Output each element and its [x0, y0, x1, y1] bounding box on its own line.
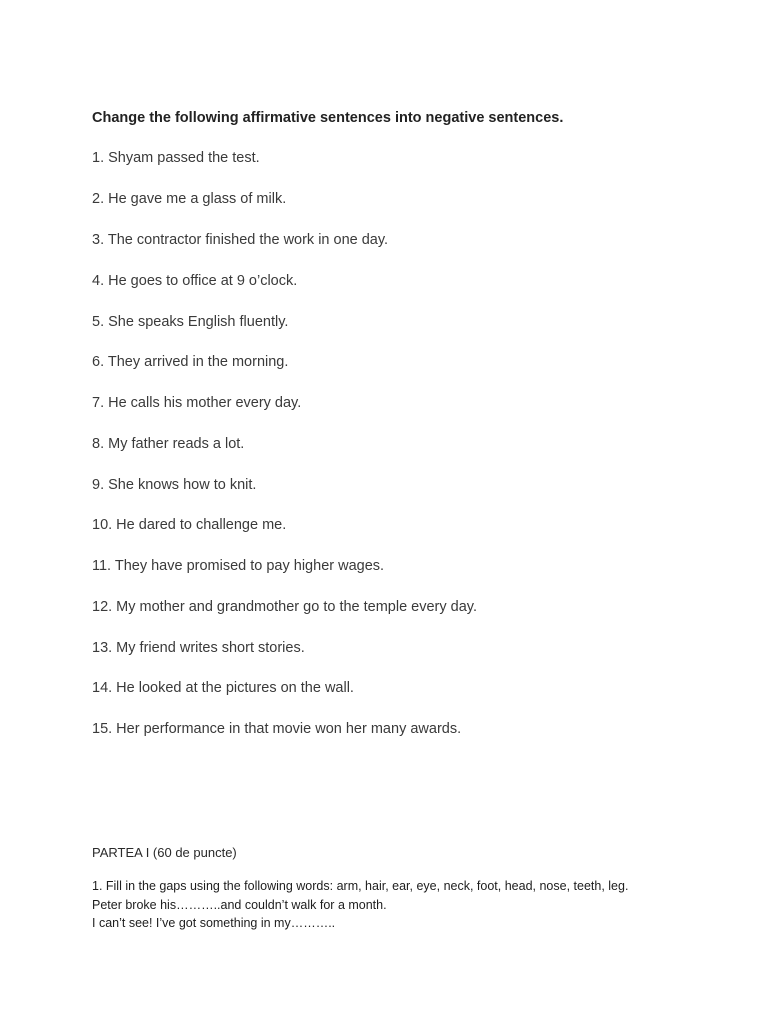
section-title: PARTEA I (60 de puncte) [92, 845, 237, 860]
sentence-item: 13. My friend writes short stories. [92, 640, 305, 656]
sentence-item: 6. They arrived in the morning. [92, 354, 289, 370]
sentence-item: 1. Shyam passed the test. [92, 150, 260, 166]
sentence-item: 10. He dared to challenge me. [92, 517, 287, 533]
sentence-item: 12. My mother and grandmother go to the temple every day. [92, 599, 477, 615]
sentence-item: 8. My father reads a lot. [92, 436, 245, 452]
sentence-item: 15. Her performance in that movie won her many awards. [92, 721, 462, 737]
sentence-item: 3. The contractor finished the work in one day. [92, 232, 389, 248]
exercise-instruction: 1. Fill in the gaps using the following words: arm, hair, ear, eye, neck, foot, head, nose, teeth, leg. [92, 879, 629, 893]
exercise-line: Peter broke his………..and couldn’t walk for a month. [92, 898, 387, 912]
sentence-item: 11. They have promised to pay higher wages. [92, 558, 385, 574]
sentence-item: 5. She speaks English fluently. [92, 314, 289, 330]
sentence-item: 14. He looked at the pictures on the wall. [92, 680, 354, 696]
exercise-heading: Change the following affirmative sentences into negative sentences. [92, 110, 564, 126]
sentence-item: 7. He calls his mother every day. [92, 395, 302, 411]
sentence-item: 4. He goes to office at 9 o’clock. [92, 273, 298, 289]
sentence-item: 2. He gave me a glass of milk. [92, 191, 287, 207]
sentence-item: 9. She knows how to knit. [92, 477, 257, 493]
exercise-line: I can’t see! I’ve got something in my……….. [92, 916, 336, 930]
